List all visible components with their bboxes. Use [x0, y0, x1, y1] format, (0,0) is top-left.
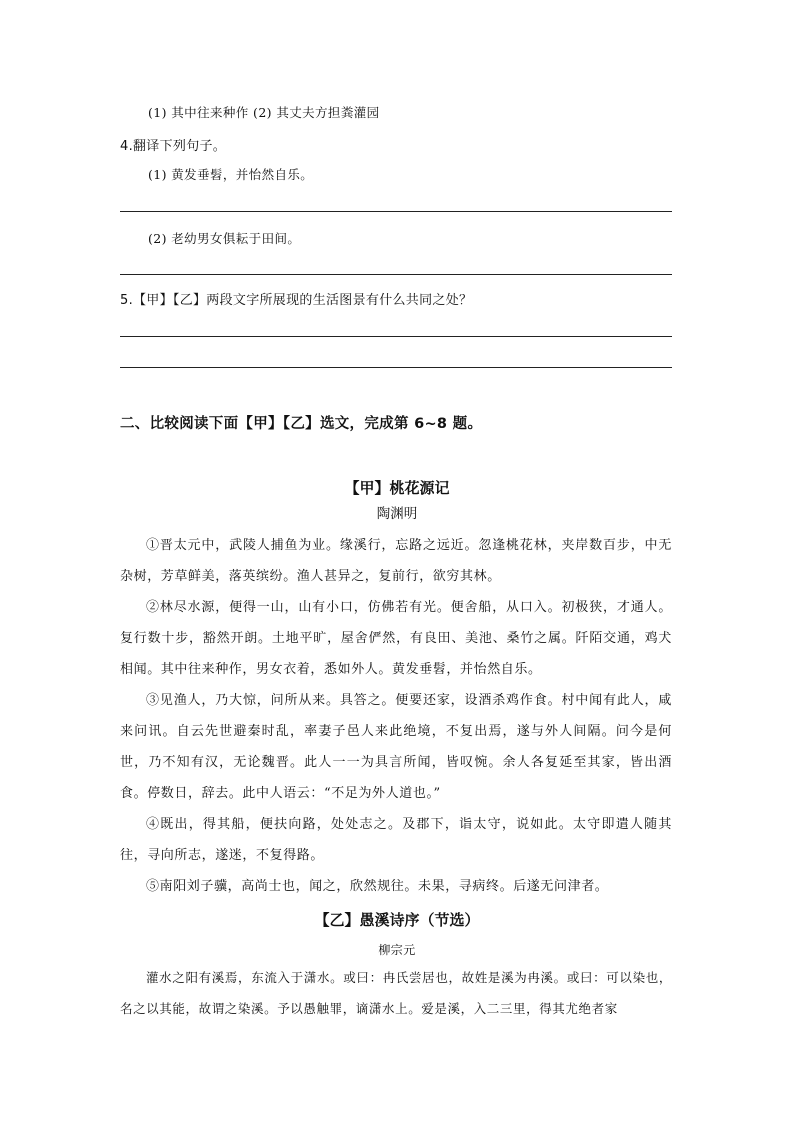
answer-line — [120, 336, 672, 337]
question-4-sentence-1: (1) 黄发垂髫，并怡然自乐。 — [148, 167, 314, 182]
passage-b-author: 柳宗元 — [378, 943, 416, 957]
question-5: 5.【甲】【乙】两段文字所展现的生活图景有什么共同之处？ — [120, 293, 473, 308]
passage-a-paragraph-5: ⑤南阳刘子骥，高尚士也，闻之，欣然规往。未果，寻病终。后遂无问津者。 — [146, 879, 609, 894]
answer-line — [120, 211, 672, 212]
passage-a-author: 陶渊明 — [376, 506, 418, 522]
passage-b-title: 【乙】愚溪诗序（节选） — [314, 911, 480, 929]
question-4-sentence-2: (2) 老幼男女俱耘于田间。 — [148, 231, 301, 246]
passage-a-paragraph-1: ①晋太元中，武陵人捕鱼为业。缘溪行，忘路之远近。忽逢桃花林，夹岸数百步，中无杂树，芳草鲜美，落英缤纷。渔人甚异之，复前行，欲穷其林。 — [120, 538, 672, 584]
passage-a-paragraph-2: ②林尽水源，便得一山，山有小口，仿佛若有光。便舍船，从口入。初极狭，才通人。复行数十步，豁然开朗。土地平旷，屋舍俨然，有良田、美池、桑竹之属。阡陌交通，鸡犬相闻。其中往来种作，男女衣着，悉如外人。黄发垂髫，并怡然自乐。 — [120, 600, 672, 677]
passage-a-paragraph-4: ④既出，得其船，便扶向路，处处志之。及郡下，诣太守，说如此。太守即遣人随其往，寻向所志，遂迷，不复得路。 — [120, 817, 672, 863]
passage-a-paragraph-3: ③见渔人，乃大惊，问所从来。具答之。便要还家，设酒杀鸡作食。村中闻有此人，咸来问讯。自云先世避秦时乱，率妻子邑人来此绝境，不复出焉，遂与外人间隔。问今是何世，乃不知有汉，无论魏晋。此人一一为具言所闻，皆叹惋。余人各复延至其家，皆出酒食。停数日，辞去。此中人语云：“不足为外人道也。” — [120, 693, 672, 801]
section-heading: 二、比较阅读下面【甲】【乙】选文，完成第 6~8 题。 — [120, 416, 483, 432]
question-3-items: (1) 其中往来种作 (2) 其丈夫方担粪灌园 — [148, 105, 380, 120]
answer-line — [120, 367, 672, 368]
answer-line — [120, 274, 672, 275]
passage-a-title: 【甲】桃花源记 — [344, 479, 450, 497]
question-4-label: 4.翻译下列句子。 — [120, 139, 227, 154]
passage-b-paragraph-1: 灌水之阳有溪焉，东流入于潇水。或曰：冉氏尝居也，故姓是溪为冉溪。或曰：可以染也，名之以其能，故谓之染溪。予以愚触罪，谪潇水上。爱是溪，入二三里，得其尤绝者家 — [120, 970, 672, 1016]
